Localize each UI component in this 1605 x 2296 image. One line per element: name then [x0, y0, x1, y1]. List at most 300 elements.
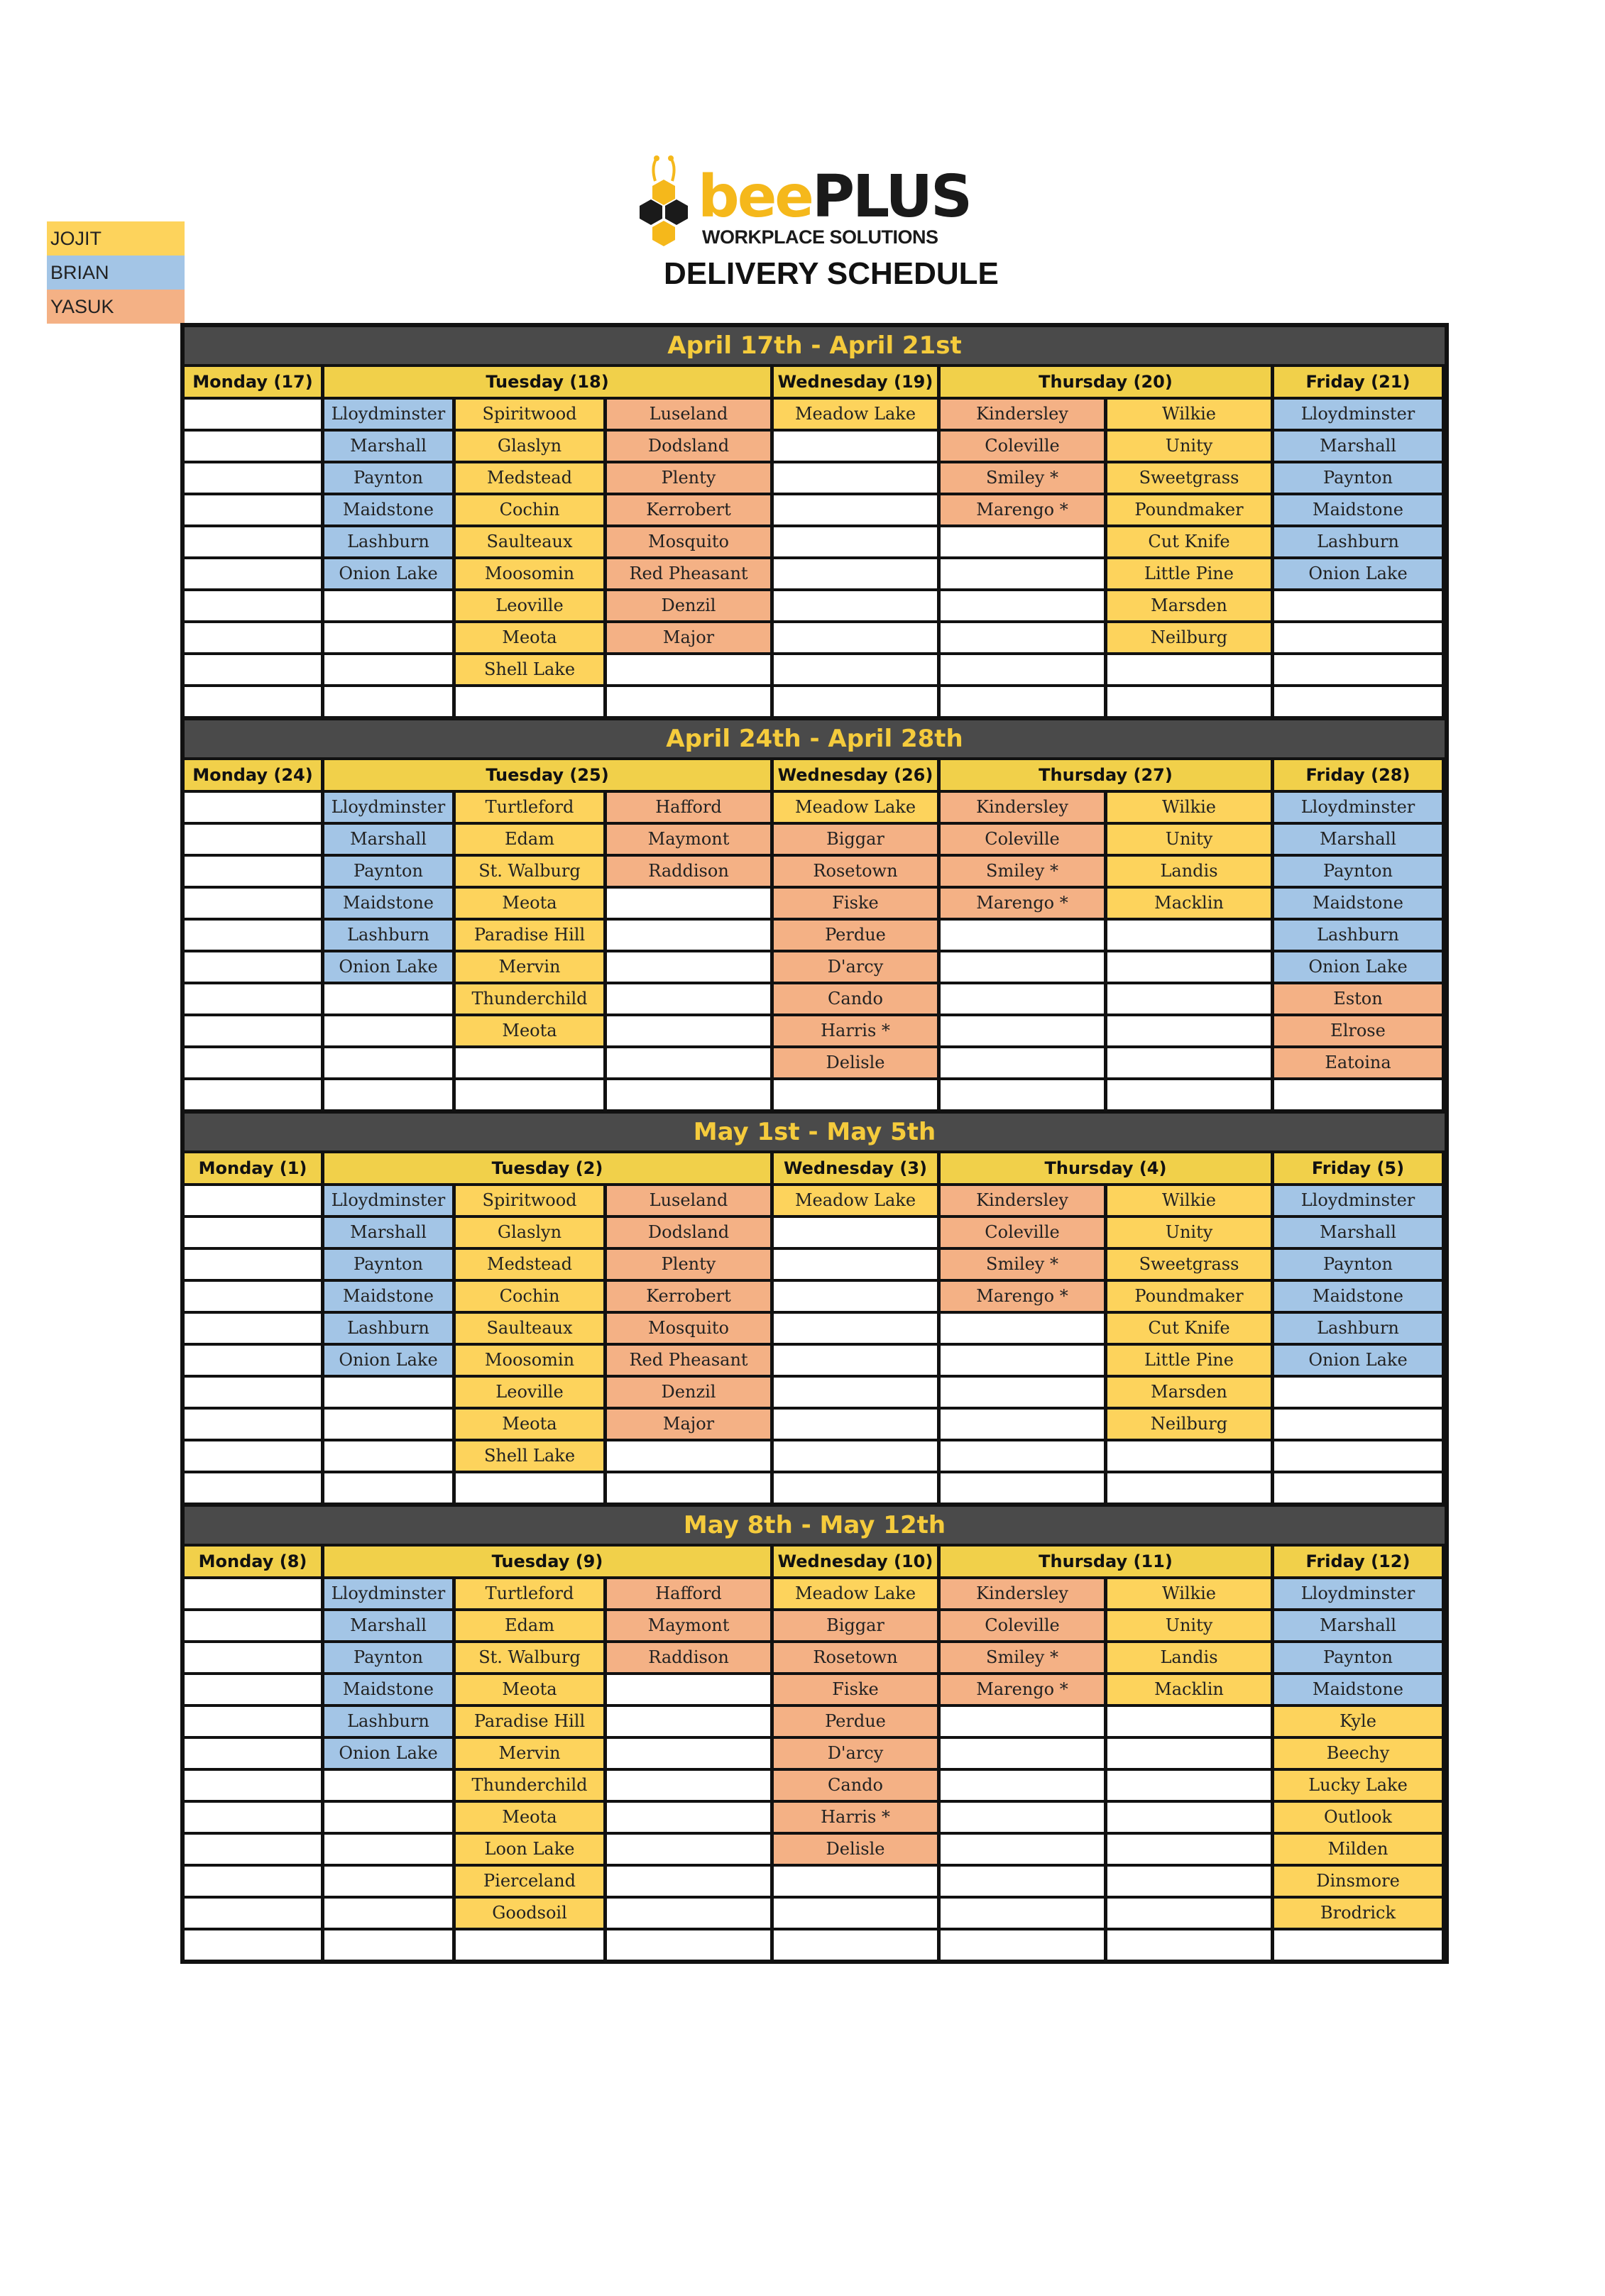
- empty-cell: [185, 857, 321, 886]
- empty-cell: [1274, 655, 1442, 684]
- delivery-stop: Mosquito: [607, 527, 770, 556]
- delivery-stop: Meadow Lake: [774, 1186, 937, 1215]
- delivery-stop: Maidstone: [324, 1675, 452, 1704]
- empty-cell: [185, 559, 321, 588]
- delivery-stop: Marshall: [1274, 432, 1442, 461]
- delivery-stop: Meota: [456, 1410, 603, 1439]
- empty-cell: [456, 1080, 603, 1109]
- week-title: April 24th - April 28th: [185, 720, 1445, 757]
- empty-cell: [774, 1282, 937, 1311]
- empty-cell: [607, 1867, 770, 1896]
- delivery-stop: Red Pheasant: [607, 1346, 770, 1375]
- delivery-stop: Paradise Hill: [456, 1707, 603, 1736]
- delivery-stop: Lashburn: [1274, 921, 1442, 950]
- empty-cell: [185, 1771, 321, 1800]
- empty-cell: [185, 1186, 321, 1215]
- delivery-stop: Red Pheasant: [607, 559, 770, 588]
- delivery-stop: Elrose: [1274, 1016, 1442, 1045]
- empty-cell: [774, 432, 937, 461]
- delivery-stop: Eston: [1274, 984, 1442, 1014]
- empty-cell: [324, 1771, 452, 1800]
- delivery-stop: Kyle: [1274, 1707, 1442, 1736]
- delivery-stop: Lashburn: [324, 1314, 452, 1343]
- empty-cell: [1107, 1473, 1271, 1503]
- empty-cell: [185, 463, 321, 493]
- bee-hexagon-icon: [635, 153, 699, 252]
- empty-cell: [1107, 1016, 1271, 1045]
- day-header: Monday (1): [185, 1153, 321, 1183]
- delivery-stop: Lloydminster: [1274, 1579, 1442, 1608]
- delivery-stop: Rosetown: [774, 857, 937, 886]
- empty-cell: [1107, 1835, 1271, 1864]
- delivery-stop: Spiritwood: [456, 400, 603, 429]
- delivery-stop: Lashburn: [1274, 1314, 1442, 1343]
- empty-cell: [941, 1707, 1104, 1736]
- brand-name: [698, 163, 971, 231]
- delivery-stop: Glaslyn: [456, 432, 603, 461]
- empty-cell: [774, 1346, 937, 1375]
- empty-cell: [185, 1282, 321, 1311]
- delivery-stop: Dodsland: [607, 432, 770, 461]
- empty-cell: [185, 1250, 321, 1279]
- empty-cell: [607, 1675, 770, 1704]
- empty-cell: [324, 984, 452, 1014]
- empty-cell: [1107, 952, 1271, 982]
- empty-cell: [324, 687, 452, 716]
- empty-cell: [774, 1867, 937, 1896]
- empty-cell: [607, 1771, 770, 1800]
- delivery-stop: Marshall: [324, 1611, 452, 1640]
- delivery-stop: Denzil: [607, 591, 770, 620]
- empty-cell: [456, 687, 603, 716]
- delivery-stop: Mosquito: [607, 1314, 770, 1343]
- empty-cell: [1107, 1867, 1271, 1896]
- empty-cell: [941, 1441, 1104, 1471]
- empty-cell: [185, 1441, 321, 1471]
- empty-cell: [1107, 1771, 1271, 1800]
- week-title: May 1st - May 5th: [185, 1114, 1445, 1150]
- delivery-stop: Macklin: [1107, 889, 1271, 918]
- day-header: Friday (5): [1274, 1153, 1442, 1183]
- empty-cell: [941, 1899, 1104, 1928]
- day-header: Tuesday (2): [324, 1153, 770, 1183]
- empty-cell: [324, 591, 452, 620]
- empty-cell: [607, 1441, 770, 1471]
- delivery-stop: Kerrobert: [607, 1282, 770, 1311]
- delivery-stop: Luseland: [607, 400, 770, 429]
- legend-item-brian: BRIAN: [47, 256, 185, 290]
- delivery-stop: Glaslyn: [456, 1218, 603, 1247]
- empty-cell: [941, 1835, 1104, 1864]
- empty-cell: [1274, 1080, 1442, 1109]
- delivery-stop: Unity: [1107, 432, 1271, 461]
- delivery-stop: Loon Lake: [456, 1835, 603, 1864]
- empty-cell: [774, 1930, 937, 1960]
- empty-cell: [456, 1473, 603, 1503]
- empty-cell: [774, 591, 937, 620]
- empty-cell: [185, 1016, 321, 1045]
- delivery-stop: Onion Lake: [1274, 1346, 1442, 1375]
- day-header: Monday (24): [185, 760, 321, 790]
- empty-cell: [941, 1048, 1104, 1077]
- day-header: Thursday (11): [941, 1547, 1271, 1576]
- week-title: April 17th - April 21st: [185, 327, 1445, 364]
- delivery-stop: Medstead: [456, 463, 603, 493]
- delivery-stop: Sweetgrass: [1107, 1250, 1271, 1279]
- empty-cell: [774, 1218, 937, 1247]
- empty-cell: [324, 655, 452, 684]
- empty-cell: [774, 687, 937, 716]
- empty-cell: [185, 1048, 321, 1077]
- delivery-stop: Little Pine: [1107, 1346, 1271, 1375]
- delivery-stop: Cochin: [456, 495, 603, 524]
- delivery-stop: Wilkie: [1107, 1186, 1271, 1215]
- empty-cell: [941, 1016, 1104, 1045]
- empty-cell: [185, 825, 321, 854]
- delivery-stop: Smiley *: [941, 1643, 1104, 1672]
- day-header: Thursday (20): [941, 367, 1271, 397]
- delivery-stop: Onion Lake: [324, 1346, 452, 1375]
- empty-cell: [185, 1675, 321, 1704]
- delivery-stop: Smiley *: [941, 463, 1104, 493]
- empty-cell: [185, 527, 321, 556]
- delivery-stop: Paynton: [1274, 463, 1442, 493]
- empty-cell: [1107, 1899, 1271, 1928]
- empty-cell: [1274, 1930, 1442, 1960]
- day-header: Tuesday (25): [324, 760, 770, 790]
- empty-cell: [1274, 1473, 1442, 1503]
- delivery-stop: Paynton: [1274, 1250, 1442, 1279]
- empty-cell: [607, 1930, 770, 1960]
- empty-cell: [324, 623, 452, 652]
- empty-cell: [456, 1048, 603, 1077]
- delivery-schedule-table: [180, 323, 1449, 1964]
- empty-cell: [941, 1930, 1104, 1960]
- delivery-stop: Rosetown: [774, 1643, 937, 1672]
- delivery-stop: Marsden: [1107, 1378, 1271, 1407]
- delivery-stop: Neilburg: [1107, 623, 1271, 652]
- empty-cell: [1107, 1441, 1271, 1471]
- delivery-stop: Lashburn: [1274, 527, 1442, 556]
- empty-cell: [607, 1739, 770, 1768]
- delivery-stop: Medstead: [456, 1250, 603, 1279]
- delivery-stop: Meadow Lake: [774, 400, 937, 429]
- delivery-stop: D'arcy: [774, 952, 937, 982]
- legend: [47, 221, 185, 324]
- empty-cell: [1274, 687, 1442, 716]
- delivery-stop: Harris *: [774, 1016, 937, 1045]
- delivery-stop: Meadow Lake: [774, 793, 937, 822]
- delivery-stop: Outlook: [1274, 1803, 1442, 1832]
- delivery-stop: Dodsland: [607, 1218, 770, 1247]
- delivery-stop: Marengo *: [941, 1675, 1104, 1704]
- delivery-stop: Maidstone: [1274, 495, 1442, 524]
- delivery-stop: Luseland: [607, 1186, 770, 1215]
- empty-cell: [1274, 1410, 1442, 1439]
- empty-cell: [324, 1378, 452, 1407]
- delivery-stop: Major: [607, 1410, 770, 1439]
- delivery-stop: Paradise Hill: [456, 921, 603, 950]
- empty-cell: [774, 1441, 937, 1471]
- delivery-stop: D'arcy: [774, 1739, 937, 1768]
- empty-cell: [1274, 1378, 1442, 1407]
- delivery-stop: Lashburn: [324, 1707, 452, 1736]
- empty-cell: [941, 1473, 1104, 1503]
- delivery-stop: Plenty: [607, 1250, 770, 1279]
- empty-cell: [185, 984, 321, 1014]
- brand-name-part2: PLUS: [811, 163, 971, 231]
- empty-cell: [941, 1314, 1104, 1343]
- delivery-stop: Turtleford: [456, 793, 603, 822]
- delivery-stop: Maidstone: [1274, 1282, 1442, 1311]
- delivery-stop: Maymont: [607, 825, 770, 854]
- empty-cell: [1107, 1739, 1271, 1768]
- empty-cell: [324, 1930, 452, 1960]
- delivery-stop: Paynton: [324, 1250, 452, 1279]
- delivery-stop: Cando: [774, 1771, 937, 1800]
- empty-cell: [185, 921, 321, 950]
- delivery-stop: Maidstone: [324, 1282, 452, 1311]
- delivery-stop: Brodrick: [1274, 1899, 1442, 1928]
- empty-cell: [185, 1643, 321, 1672]
- brand-name-part1: bee: [698, 163, 812, 231]
- delivery-stop: Onion Lake: [1274, 559, 1442, 588]
- empty-cell: [774, 1080, 937, 1109]
- delivery-stop: Cut Knife: [1107, 527, 1271, 556]
- delivery-stop: Marengo *: [941, 1282, 1104, 1311]
- delivery-stop: Moosomin: [456, 559, 603, 588]
- week-block: [180, 323, 1449, 720]
- empty-cell: [607, 655, 770, 684]
- delivery-stop: Marshall: [1274, 1611, 1442, 1640]
- day-header: Wednesday (26): [774, 760, 937, 790]
- delivery-stop: Leoville: [456, 1378, 603, 1407]
- empty-cell: [1274, 591, 1442, 620]
- delivery-stop: Unity: [1107, 1218, 1271, 1247]
- delivery-stop: Marengo *: [941, 495, 1104, 524]
- empty-cell: [185, 1314, 321, 1343]
- delivery-stop: Shell Lake: [456, 1441, 603, 1471]
- empty-cell: [941, 1410, 1104, 1439]
- delivery-stop: Lloydminster: [1274, 400, 1442, 429]
- empty-cell: [607, 1473, 770, 1503]
- delivery-stop: Saulteaux: [456, 527, 603, 556]
- delivery-stop: Milden: [1274, 1835, 1442, 1864]
- delivery-stop: Smiley *: [941, 1250, 1104, 1279]
- empty-cell: [774, 1899, 937, 1928]
- empty-cell: [607, 1835, 770, 1864]
- delivery-stop: Paynton: [1274, 1643, 1442, 1672]
- delivery-stop: Goodsoil: [456, 1899, 603, 1928]
- empty-cell: [607, 984, 770, 1014]
- empty-cell: [774, 623, 937, 652]
- empty-cell: [607, 921, 770, 950]
- delivery-stop: Denzil: [607, 1378, 770, 1407]
- day-header: Friday (21): [1274, 367, 1442, 397]
- delivery-stop: Thunderchild: [456, 984, 603, 1014]
- empty-cell: [1107, 687, 1271, 716]
- empty-cell: [324, 1867, 452, 1896]
- empty-cell: [941, 1346, 1104, 1375]
- delivery-stop: Moosomin: [456, 1346, 603, 1375]
- delivery-stop: Onion Lake: [324, 1739, 452, 1768]
- delivery-stop: Maymont: [607, 1611, 770, 1640]
- delivery-stop: Paynton: [324, 463, 452, 493]
- delivery-stop: Onion Lake: [324, 952, 452, 982]
- empty-cell: [1107, 655, 1271, 684]
- delivery-stop: Lloydminster: [324, 1579, 452, 1608]
- day-header: Monday (17): [185, 367, 321, 397]
- delivery-stop: Meota: [456, 1803, 603, 1832]
- empty-cell: [774, 527, 937, 556]
- delivery-stop: Neilburg: [1107, 1410, 1271, 1439]
- delivery-stop: Coleville: [941, 1218, 1104, 1247]
- delivery-stop: Beechy: [1274, 1739, 1442, 1768]
- empty-cell: [774, 1314, 937, 1343]
- empty-cell: [324, 1899, 452, 1928]
- empty-cell: [941, 1867, 1104, 1896]
- delivery-stop: Meota: [456, 889, 603, 918]
- brand-header: [635, 153, 1004, 295]
- delivery-stop: Cando: [774, 984, 937, 1014]
- delivery-stop: Meota: [456, 623, 603, 652]
- delivery-stop: Edam: [456, 1611, 603, 1640]
- empty-cell: [185, 432, 321, 461]
- empty-cell: [941, 1771, 1104, 1800]
- empty-cell: [941, 1378, 1104, 1407]
- empty-cell: [941, 952, 1104, 982]
- delivery-stop: Thunderchild: [456, 1771, 603, 1800]
- delivery-stop: Lloydminster: [324, 400, 452, 429]
- empty-cell: [774, 463, 937, 493]
- delivery-stop: Plenty: [607, 463, 770, 493]
- empty-cell: [607, 889, 770, 918]
- delivery-stop: Onion Lake: [324, 559, 452, 588]
- delivery-stop: Mervin: [456, 952, 603, 982]
- empty-cell: [185, 1899, 321, 1928]
- empty-cell: [185, 952, 321, 982]
- empty-cell: [774, 1378, 937, 1407]
- delivery-stop: Marshall: [324, 432, 452, 461]
- delivery-stop: Marengo *: [941, 889, 1104, 918]
- empty-cell: [185, 793, 321, 822]
- week-block: [180, 716, 1449, 1114]
- empty-cell: [185, 400, 321, 429]
- delivery-stop: Marsden: [1107, 591, 1271, 620]
- delivery-stop: Maidstone: [324, 495, 452, 524]
- empty-cell: [1107, 921, 1271, 950]
- delivery-stop: Hafford: [607, 793, 770, 822]
- empty-cell: [607, 687, 770, 716]
- empty-cell: [1107, 1707, 1271, 1736]
- delivery-stop: Lloydminster: [1274, 793, 1442, 822]
- empty-cell: [774, 495, 937, 524]
- empty-cell: [185, 591, 321, 620]
- delivery-stop: Meadow Lake: [774, 1579, 937, 1608]
- empty-cell: [185, 1707, 321, 1736]
- empty-cell: [607, 1048, 770, 1077]
- empty-cell: [185, 1473, 321, 1503]
- empty-cell: [941, 655, 1104, 684]
- empty-cell: [185, 1611, 321, 1640]
- delivery-stop: Maidstone: [1274, 1675, 1442, 1704]
- empty-cell: [185, 687, 321, 716]
- delivery-stop: Lucky Lake: [1274, 1771, 1442, 1800]
- delivery-stop: Poundmaker: [1107, 1282, 1271, 1311]
- day-header: Friday (12): [1274, 1547, 1442, 1576]
- delivery-stop: Shell Lake: [456, 655, 603, 684]
- delivery-stop: Biggar: [774, 825, 937, 854]
- delivery-stop: Raddison: [607, 857, 770, 886]
- empty-cell: [324, 1016, 452, 1045]
- empty-cell: [1107, 984, 1271, 1014]
- empty-cell: [941, 559, 1104, 588]
- empty-cell: [1107, 1803, 1271, 1832]
- empty-cell: [941, 1803, 1104, 1832]
- brand-tagline: WORKPLACE SOLUTIONS: [702, 226, 938, 248]
- delivery-stop: Lloydminster: [324, 1186, 452, 1215]
- empty-cell: [1107, 1048, 1271, 1077]
- delivery-stop: Poundmaker: [1107, 495, 1271, 524]
- empty-cell: [185, 889, 321, 918]
- empty-cell: [1274, 623, 1442, 652]
- empty-cell: [607, 1016, 770, 1045]
- empty-cell: [941, 527, 1104, 556]
- empty-cell: [941, 687, 1104, 716]
- day-header: Wednesday (3): [774, 1153, 937, 1183]
- delivery-stop: Marshall: [324, 825, 452, 854]
- empty-cell: [185, 1579, 321, 1608]
- delivery-stop: Coleville: [941, 432, 1104, 461]
- empty-cell: [456, 1930, 603, 1960]
- delivery-stop: Coleville: [941, 825, 1104, 854]
- empty-cell: [185, 1835, 321, 1864]
- delivery-stop: Onion Lake: [1274, 952, 1442, 982]
- delivery-stop: Edam: [456, 825, 603, 854]
- delivery-stop: Little Pine: [1107, 559, 1271, 588]
- delivery-stop: Unity: [1107, 825, 1271, 854]
- delivery-stop: Smiley *: [941, 857, 1104, 886]
- empty-cell: [185, 655, 321, 684]
- delivery-stop: St. Walburg: [456, 857, 603, 886]
- delivery-stop: Meota: [456, 1675, 603, 1704]
- delivery-stop: Spiritwood: [456, 1186, 603, 1215]
- delivery-stop: Kindersley: [941, 793, 1104, 822]
- empty-cell: [185, 1803, 321, 1832]
- day-header: Thursday (27): [941, 760, 1271, 790]
- empty-cell: [774, 1473, 937, 1503]
- day-header: Tuesday (18): [324, 367, 770, 397]
- empty-cell: [324, 1835, 452, 1864]
- delivery-stop: Maidstone: [324, 889, 452, 918]
- empty-cell: [941, 984, 1104, 1014]
- delivery-stop: Mervin: [456, 1739, 603, 1768]
- delivery-stop: Marshall: [1274, 1218, 1442, 1247]
- empty-cell: [324, 1080, 452, 1109]
- delivery-stop: Fiske: [774, 889, 937, 918]
- empty-cell: [324, 1410, 452, 1439]
- delivery-stop: Kindersley: [941, 1579, 1104, 1608]
- day-header: Thursday (4): [941, 1153, 1271, 1183]
- empty-cell: [185, 1410, 321, 1439]
- empty-cell: [324, 1441, 452, 1471]
- empty-cell: [774, 559, 937, 588]
- empty-cell: [185, 1867, 321, 1896]
- delivery-stop: Wilkie: [1107, 793, 1271, 822]
- empty-cell: [1107, 1080, 1271, 1109]
- delivery-stop: Major: [607, 623, 770, 652]
- empty-cell: [185, 1080, 321, 1109]
